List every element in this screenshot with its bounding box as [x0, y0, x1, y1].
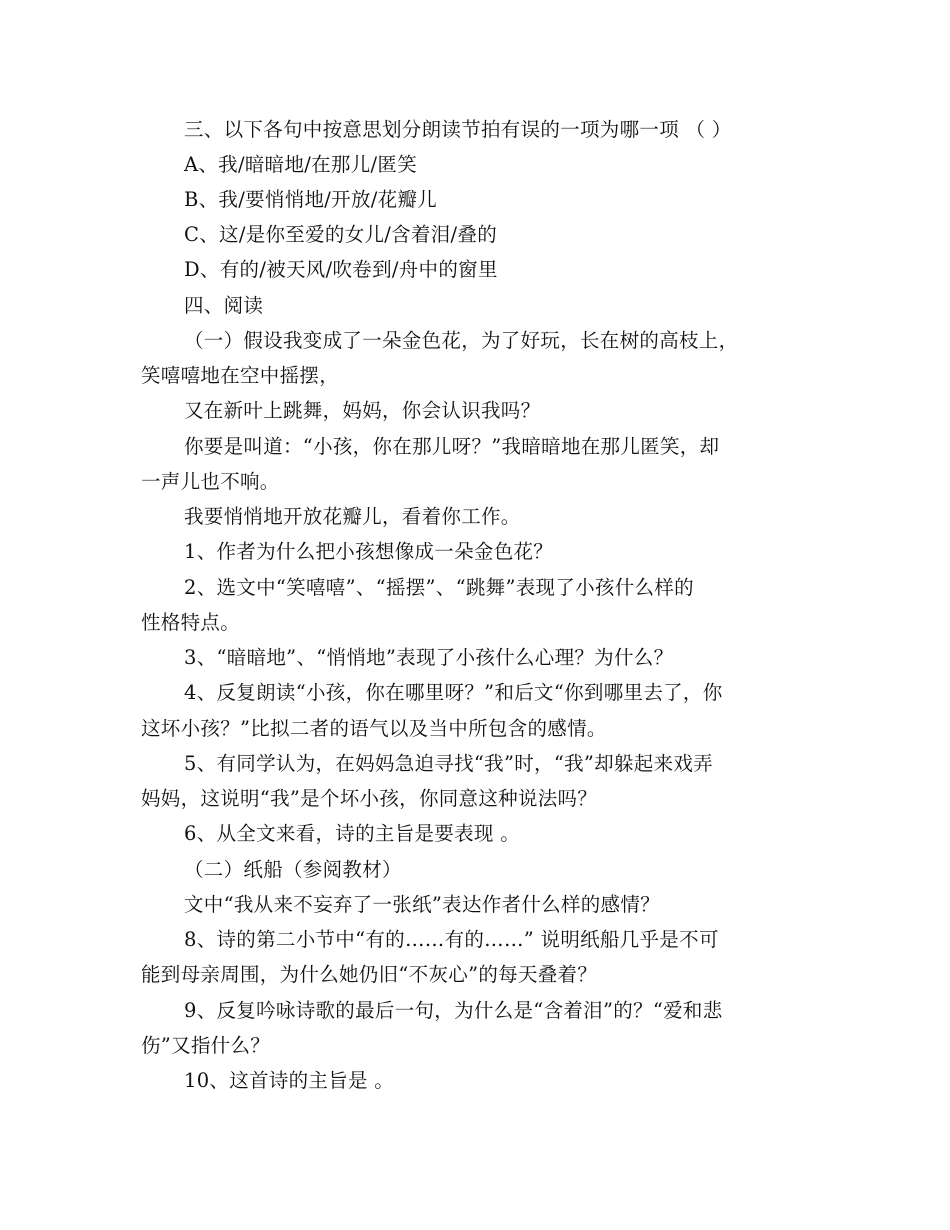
- question-4-line-2: 这坏小孩？”比拟二者的语气以及当中所包含的感情。: [141, 717, 607, 740]
- option-a: A、我/暗暗地/在那儿/匿笑: [184, 153, 417, 176]
- section-4-heading: 四、阅读: [184, 294, 264, 317]
- passage-1-line-4: 你要是叫道：“小孩，你在那儿呀？”我暗暗地在那儿匿笑，却: [184, 435, 720, 458]
- question-2-line-2: 性格特点。: [141, 611, 241, 634]
- question-6: 6、从全文来看，诗的主旨是要表现 。: [184, 822, 521, 845]
- question-8-line-1: 8、诗的第二小节中“有的……有的……” 说明纸船几乎是不可: [184, 928, 719, 951]
- passage-1-line-1: （一）假设我变成了一朵金色花，为了好玩，长在树的高枝上，: [184, 329, 739, 352]
- passage-1-line-2: 笑嘻嘻地在空中摇摆，: [141, 364, 340, 387]
- question-8-line-2: 能到母亲周围，为什么她仍旧“不灰心”的每天叠着？: [141, 963, 598, 986]
- question-7: 文中“我从来不妄弃了一张纸”表达作者什么样的感情？: [184, 893, 660, 916]
- question-5-line-1: 5、有同学认为，在妈妈急迫寻找“我”时，“我”却躲起来戏弄: [184, 752, 713, 775]
- question-3-heading: 三、以下各句中按意思划分朗读节拍有误的一项为哪一项 （ ）: [184, 118, 732, 141]
- question-9-line-1: 9、反复吟咏诗歌的最后一句，为什么是“含着泪”的？“爱和悲: [184, 999, 723, 1022]
- question-2-line-1: 2、选文中“笑嘻嘻”、“摇摆”、“跳舞”表现了小孩什么样的: [184, 576, 694, 599]
- question-4-line-1: 4、反复朗读“小孩，你在哪里呀？”和后文“你到哪里去了，你: [184, 681, 723, 704]
- question-1: 1、作者为什么把小孩想像成一朵金色花？: [184, 540, 554, 563]
- question-9-line-2: 伤”又指什么？: [141, 1034, 271, 1057]
- question-10: 10、这首诗的主旨是 。: [184, 1069, 395, 1092]
- passage-1-line-3: 又在新叶上跳舞，妈妈，你会认识我吗？: [184, 399, 541, 422]
- passage-2-heading: （二）纸船（参阅教材）: [184, 858, 402, 881]
- option-d: D、有的/被天风/吹卷到/舟中的窗里: [184, 258, 498, 281]
- option-b: B、我/要悄悄地/开放/花瓣儿: [184, 188, 438, 211]
- question-5-line-2: 妈妈，这说明“我”是个坏小孩，你同意这种说法吗？: [141, 787, 598, 810]
- passage-1-line-5: 一声儿也不响。: [141, 470, 280, 493]
- option-c: C、这/是你至爱的女儿/含着泪/叠的: [184, 223, 498, 246]
- passage-1-line-6: 我要悄悄地开放花瓣儿，看着你工作。: [184, 505, 521, 528]
- question-3: 3、“暗暗地”、“悄悄地”表现了小孩什么心理？为什么？: [184, 646, 674, 669]
